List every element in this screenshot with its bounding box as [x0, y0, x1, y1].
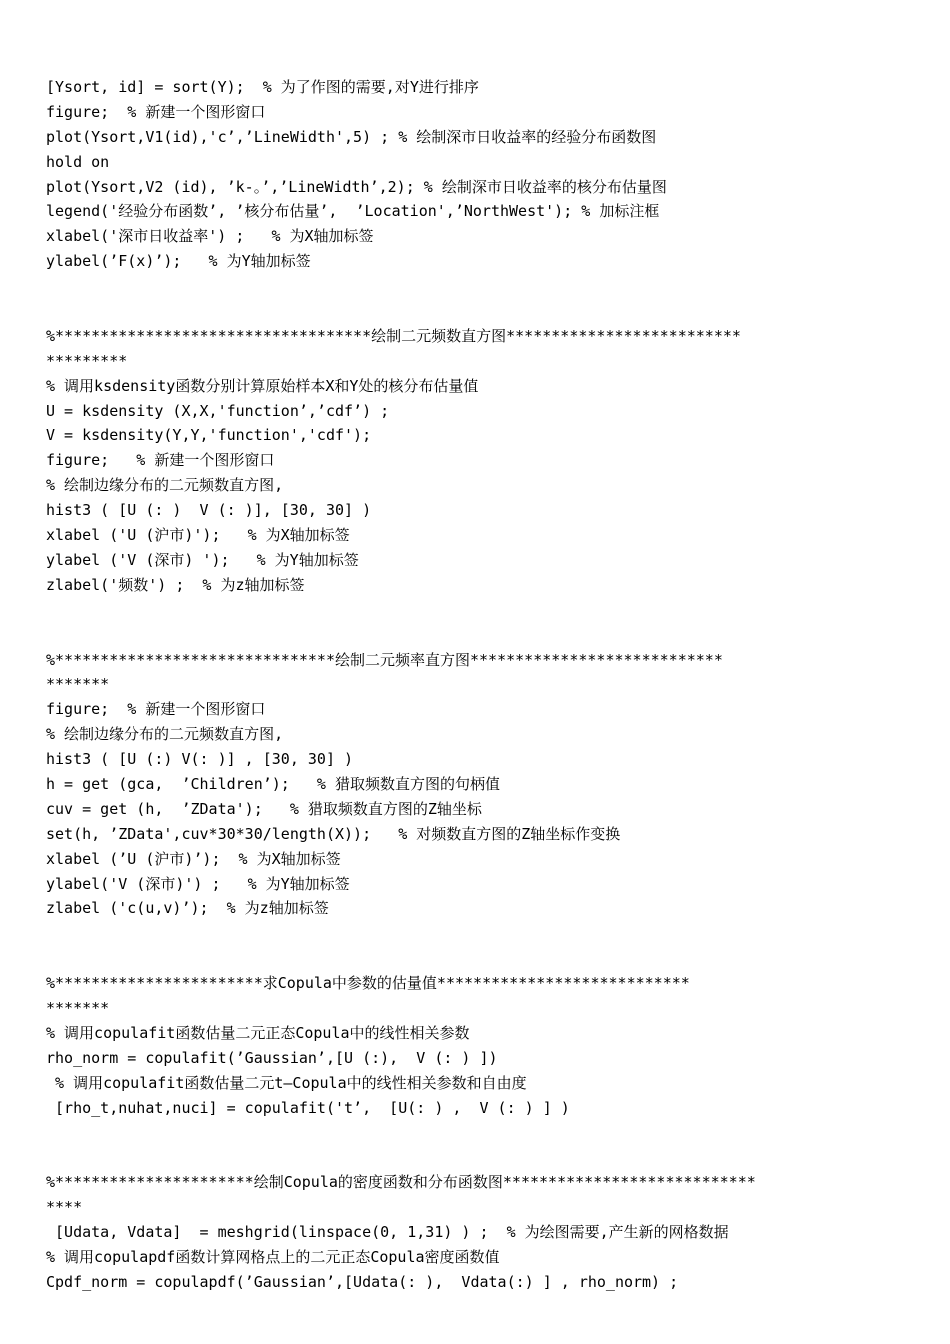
code-line: plot(Ysort,V1(id),'c’,’LineWidth',5) ; % 绘制深市日收益率的经验分布函数图: [46, 127, 657, 146]
code-line: [Udata, Vdata] = meshgrid(linspace(0, 1,31) ) ; % 为绘图需要,产生新的网格数据: [46, 1223, 729, 1242]
block-spacer: [46, 274, 916, 324]
code-document: [46, 75, 916, 1295]
code-line: set(h, ’ZData',cuv*30*30/length(X)); % 对频数直方图的Z轴坐标作变换: [46, 824, 621, 843]
code-line: hist3 ( [U (: ) V (: )], [30, 30] ): [46, 501, 372, 520]
section-header-line: *********: [46, 351, 128, 370]
code-block-copula-estimate: [46, 971, 916, 1120]
code-line: xlabel (’U (沪市)’); % 为X轴加标签: [46, 849, 341, 868]
code-line: % 绘制边缘分布的二元频数直方图,: [46, 725, 284, 744]
code-block-copula-plot: [46, 1170, 916, 1294]
section-header-line: *******: [46, 675, 110, 694]
code-line: cuv = get (h, ’ZData'); % 猎取频数直方图的Z轴坐标: [46, 799, 482, 818]
code-line: figure; % 新建一个图形窗口: [46, 102, 266, 121]
code-line: legend('经验分布函数’, ’核分布估量’, ’Location',’NorthWest'); % 加标注框: [46, 202, 660, 221]
code-block-empirical-cdf: [46, 75, 916, 274]
code-line: hist3 ( [U (:) V(: )] , [30, 30] ): [46, 750, 354, 769]
code-block-rate-histogram: [46, 648, 916, 922]
block-spacer: [46, 1120, 916, 1170]
code-line: xlabel ('U (沪市)'); % 为X轴加标签: [46, 526, 350, 545]
code-line: % 调用copulafit函数估量二元正态Copula中的线性相关参数: [46, 1023, 470, 1042]
code-line: zlabel('频数') ; % 为z轴加标签: [46, 575, 305, 594]
code-line: % 调用copulafit函数估量二元t—Copula中的线性相关参数和自由度: [46, 1073, 527, 1092]
code-line: hold on: [46, 152, 110, 171]
code-line: Cpdf_norm = copulapdf(’Gaussian’,[Udata(: ), Vdata(:) ] , rho_norm) ;: [46, 1272, 679, 1291]
code-line: ylabel(’F(x)’); % 为Y轴加标签: [46, 252, 311, 271]
code-line: zlabel ('c(u,v)’); % 为z轴加标签: [46, 899, 329, 918]
code-line: % 调用copulapdf函数计算网格点上的二元正态Copula密度函数值: [46, 1247, 500, 1266]
code-line: % 绘制边缘分布的二元频数直方图,: [46, 476, 284, 495]
block-spacer: [46, 921, 916, 971]
code-line: ylabel ('V (深市) '); % 为Y轴加标签: [46, 550, 359, 569]
code-line: ylabel('V (深市)') ; % 为Y轴加标签: [46, 874, 350, 893]
code-line: plot(Ysort,V2 (id), ’k-。’,’LineWidth’,2); % 绘制深市日收益率的核分布估量图: [46, 177, 667, 196]
block-spacer: [46, 598, 916, 648]
section-header-line: %**********************绘制Copula的密度函数和分布函数图****************************: [46, 1173, 756, 1192]
code-line: figure; % 新建一个图形窗口: [46, 451, 275, 470]
section-header-line: *******: [46, 999, 110, 1017]
section-header-line: %***********************************绘制二元频数直方图**************************: [46, 326, 741, 345]
code-line: [rho_t,nuhat,nuci] = copulafit('t’, [U(: ) , V (: ) ] ): [46, 1098, 570, 1117]
code-line: h = get (gca, ’Children’); % 猎取频数直方图的句柄值: [46, 774, 500, 793]
section-header-line: ****: [46, 1198, 83, 1217]
code-block-frequency-histogram: [46, 324, 916, 598]
code-line: % 调用ksdensity函数分别计算原始样本X和Y处的核分布估量值: [46, 376, 479, 395]
section-header-line: %***********************求Copula中参数的估量值****************************: [46, 974, 690, 993]
code-line: V = ksdensity(Y,Y,'function','cdf');: [46, 426, 372, 445]
code-line: U = ksdensity (X,X,'function’,’cdf’) ;: [46, 401, 390, 420]
section-header-line: %*******************************绘制二元频率直方图****************************: [46, 650, 723, 669]
code-line: figure; % 新建一个图形窗口: [46, 700, 266, 719]
code-line: [Ysort, id] = sort(Y); % 为了作图的需要,对Y进行排序: [46, 78, 479, 96]
code-line: xlabel('深市日收益率') ; % 为X轴加标签: [46, 227, 374, 246]
code-line: rho_norm = copulafit(’Gaussian’,[U (:), V (: ) ]): [46, 1048, 498, 1067]
